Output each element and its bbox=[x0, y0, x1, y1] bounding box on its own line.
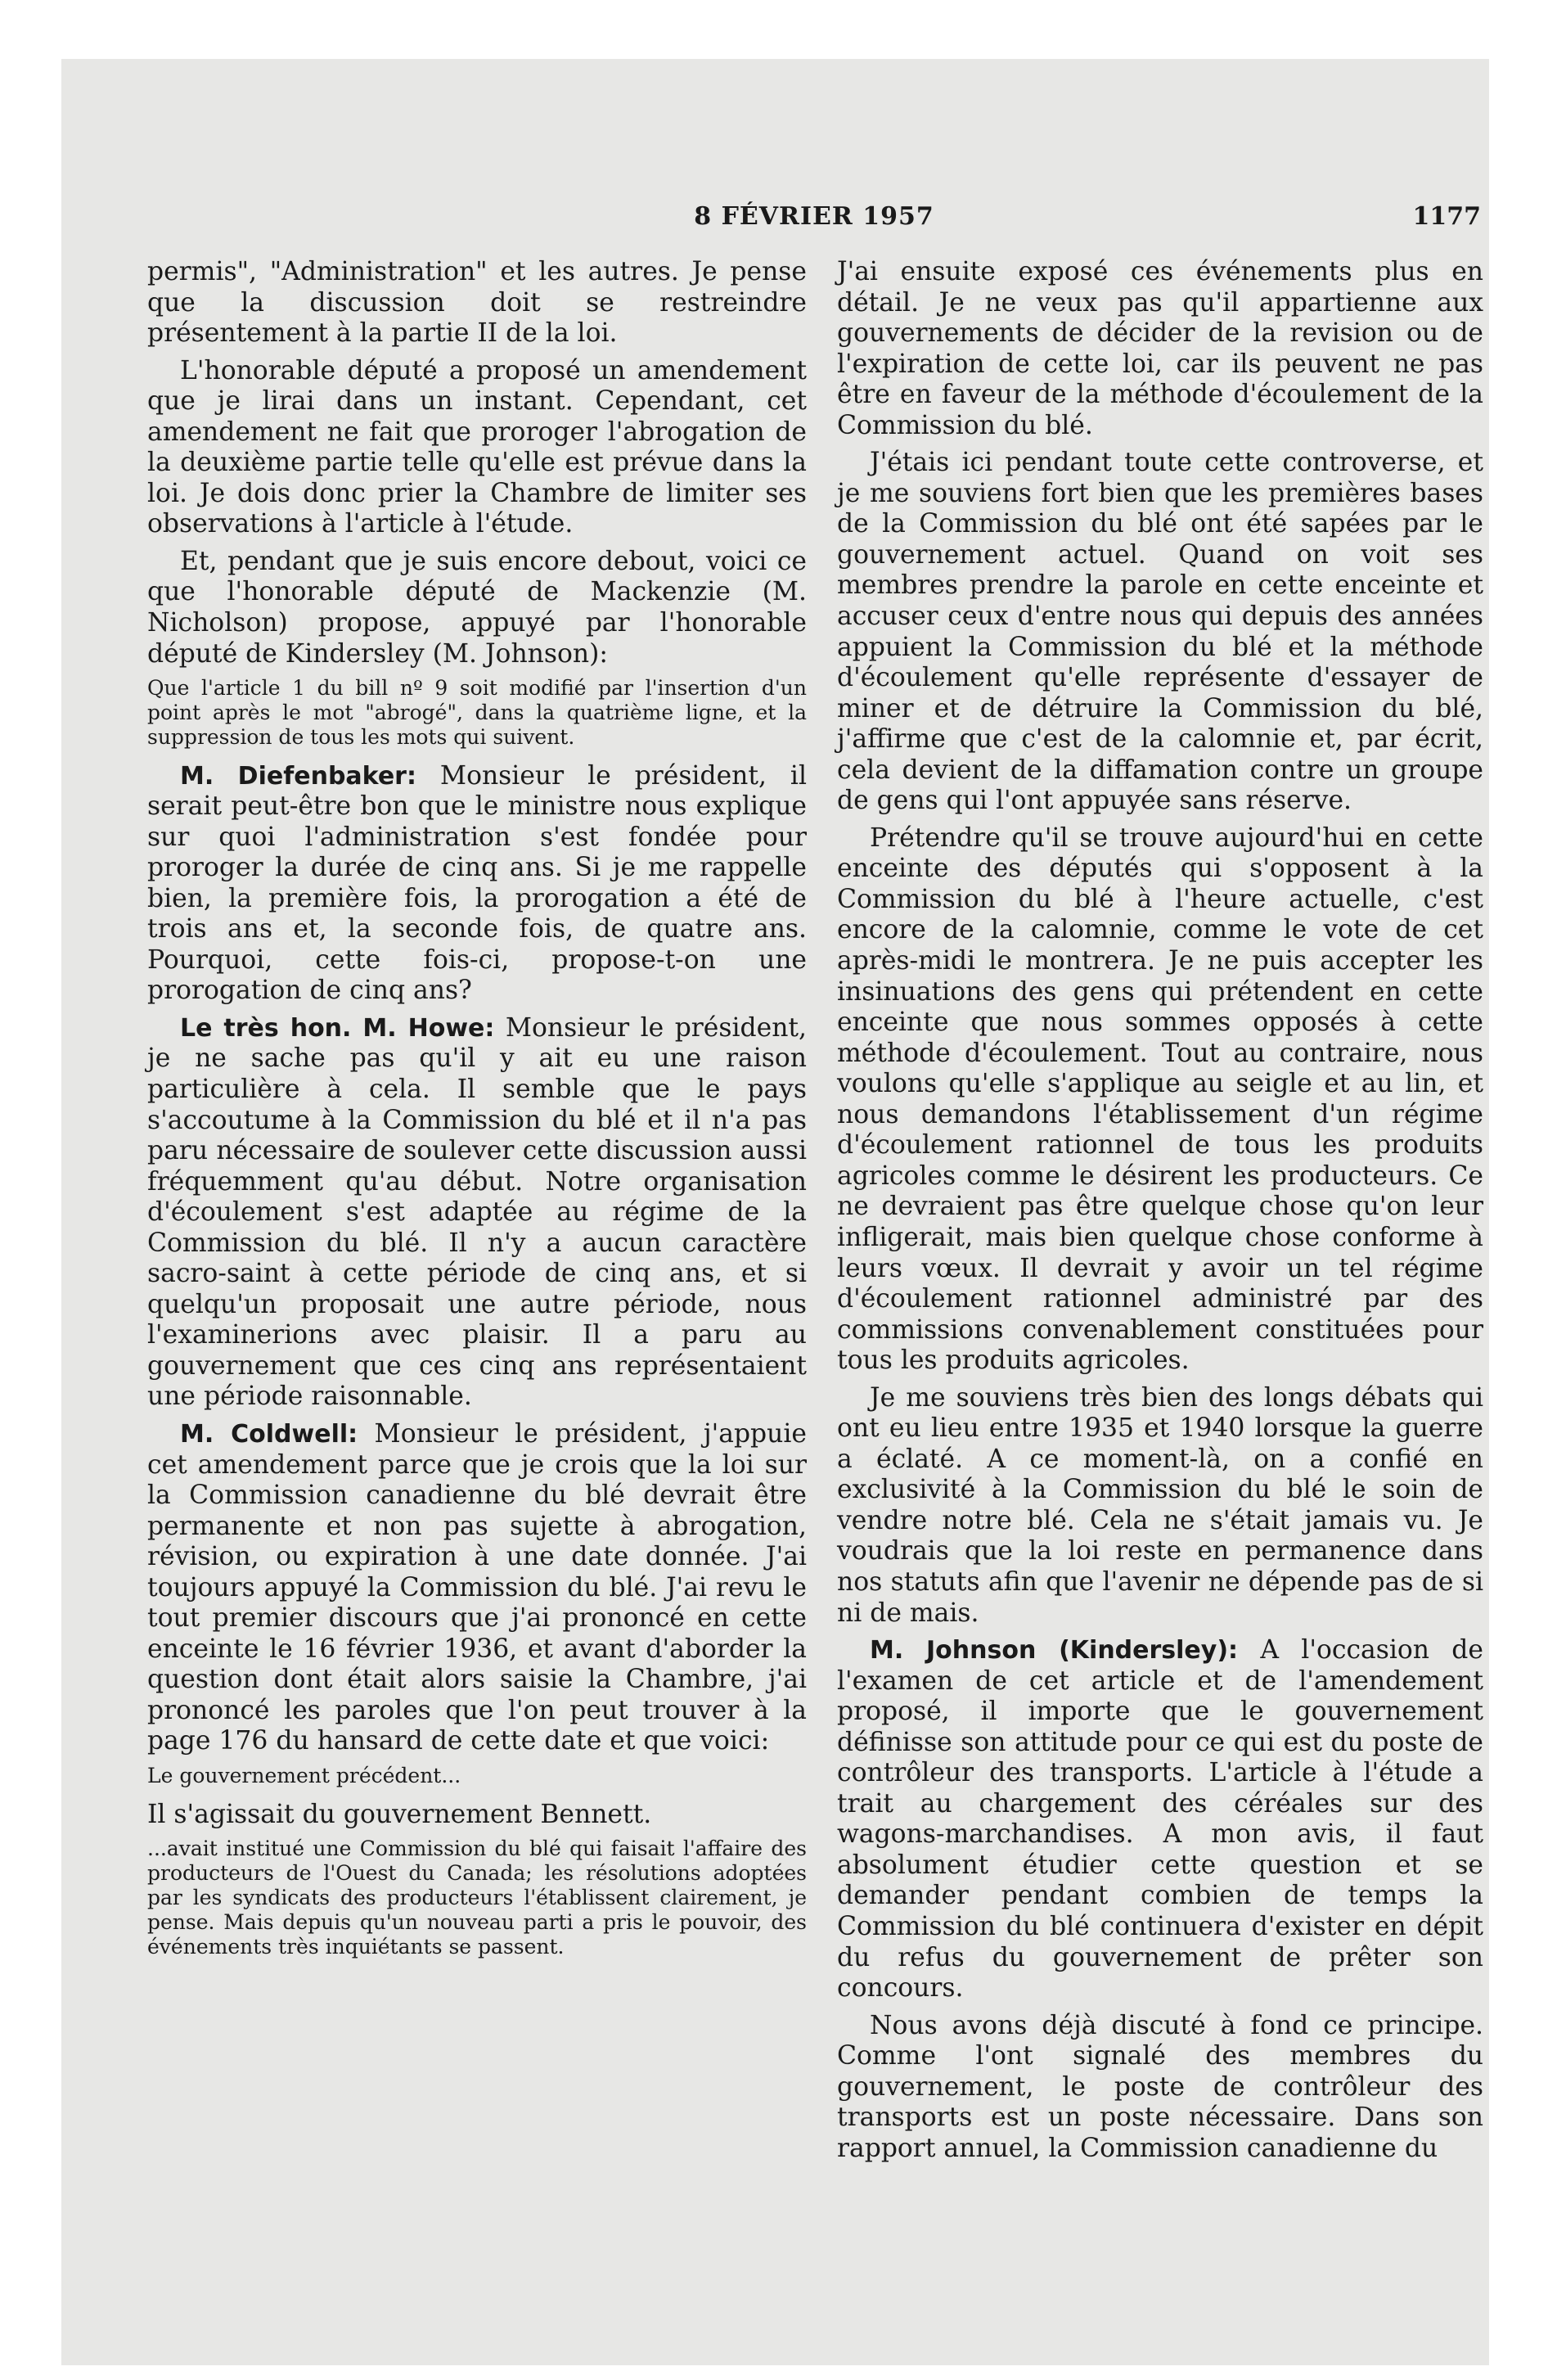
body-paragraph: permis", "Administration" et les autres. Je pense que la discussion doit se restreindre présentement à la partie II de la loi. bbox=[147, 257, 807, 349]
body-paragraph: J'étais ici pendant toute cette controverse, et je me souviens fort bien que les premières bases de la Commission du blé ont été sapées par le gouvernement actuel. Quand on voit ses membres prendre la parole en cette enceinte et accuser ceux d'entre nous qui depuis des années appuient la Commission du blé et la méthode d'écoulement qu'elle représente d'essayer de miner et de détruire la Commission du blé, j'affirme que c'est de la calomnie et, par écrit, cela devient de la diffamation contre un groupe de gens qui l'ont appuyée sans réserve. bbox=[837, 448, 1483, 816]
quoted-passage: Que l'article 1 du bill nº 9 soit modifié par l'insertion d'un point après le mot "abrogé", dans la quatrième ligne, et la suppression de tous les mots qui suivent. bbox=[147, 676, 807, 749]
body-paragraph: Je me souviens très bien des longs débats qui ont eu lieu entre 1935 et 1940 lorsque la guerre a éclaté. A ce moment-là, on a confié en exclusivité à la Commission du blé le soin de vendre notre blé. Cela ne s'était jamais vu. Je voudrais que la loi reste en permanence dans nos statuts afin que l'avenir ne dépende pas de si ni de mais. bbox=[837, 1382, 1483, 1628]
body-paragraph: Prétendre qu'il se trouve aujourd'hui en cette enceinte des députés qui s'opposent à la Commission du blé à l'heure actuelle, c'est encore de la calomnie, comme le vote de cet après-midi le montrera. Je ne puis accepter les insinuations des gens qui prétendent en cette enceinte que nous sommes opposés à cette méthode d'écoulement. Tout au contraire, nous voulons qu'elle s'applique au seigle et au lin, et nous demandons l'établissement d'un régime d'écoulement rationnel de tous les produits agricoles comme le désirent les producteurs. Ce ne devraient pas être quelque chose qu'on leur infligerait, mais bien quelque chose conforme à leurs vœux. Il devrait y avoir un tel régime d'écoulement rationnel administré par des commissions convenablement constituées pour tous les produits agricoles. bbox=[837, 823, 1483, 1376]
page-number: 1177 bbox=[1412, 202, 1481, 231]
speaker-name: M. Johnson (Kindersley): bbox=[870, 1636, 1239, 1666]
speaker-name: M. Diefenbaker: bbox=[180, 761, 416, 791]
right-column bbox=[837, 257, 1483, 2170]
body-paragraph: Il s'agissait du gouvernement Bennett. bbox=[147, 1799, 652, 1829]
speaker-name: Le très hon. M. Howe: bbox=[180, 1013, 495, 1043]
body-paragraph: J'ai ensuite exposé ces événements plus en détail. Je ne veux pas qu'il appartienne aux gouvernements de décider de la revision ou de l'expiration de cette loi, car ils peuvent ne pas être en faveur de la méthode d'écoulement de la Commission du blé. bbox=[837, 257, 1483, 440]
speech-paragraph bbox=[147, 1419, 807, 1757]
header-date: 8 FÉVRIER 1957 bbox=[694, 202, 934, 231]
speech-text: Monsieur le président, il serait peut-être bon que le ministre nous explique sur quoi l'administration s'est fondée pour proroger la durée de cinq ans. Si je me rappelle bien, la première fois, la prorogation a été de trois ans et, la seconde fois, de quatre ans. Pourquoi, cette fois-ci, propose-t-on une prorogation de cinq ans? bbox=[147, 760, 807, 1006]
speech-paragraph bbox=[837, 1635, 1483, 2004]
quoted-passage: Le gouvernement précédent... bbox=[147, 1764, 461, 1787]
speech-text: Monsieur le président, je ne sache pas qu'il y ait eu une raison particulière à cela. Il semble que le pays s'accoutume à la Commission du blé et il n'a pas paru nécessaire de soulever cette discussion aussi fréquemment qu'au début. Notre organisation d'écoulement s'est adaptée au régime de la Commission du blé. Il n'y a aucun caractère sacro-saint à cette période de cinq ans, et si quelqu'un proposait une autre période, nous l'examinerions avec plaisir. Il a paru au gouvernement que ces cinq ans représentaient une période raisonnable. bbox=[147, 1012, 808, 1412]
speech-paragraph bbox=[147, 761, 807, 1007]
page-sheet bbox=[61, 59, 1489, 2365]
speaker-name: M. Coldwell: bbox=[180, 1419, 358, 1449]
page-header bbox=[147, 202, 1481, 238]
speech-paragraph bbox=[147, 1013, 807, 1413]
speech-text: Monsieur le président, j'appuie cet amendement parce que je crois que la loi sur la Commission canadienne du blé devrait être permanente et non pas sujette à abrogation, révision, ou expiration à une date donnée. J'ai toujours appuyé la Commission du blé. J'ai revu le tout premier discours que j'ai prononcé en cette enceinte le 16 février 1936, et avant d'aborder la question dont était alors saisie la Chambre, j'ai prononcé les paroles que l'on peut trouver à la page 176 du hansard de cette date et que voici: bbox=[147, 1418, 807, 1756]
quoted-passage: ...avait institué une Commission du blé qui faisait l'affaire des producteurs de l'Ouest du Canada; les résolutions adoptées par les syndicats des producteurs l'établissent clairement, je pense. Mais depuis qu'un nouveau parti a pris le pouvoir, des événements très inquiétants se passent. bbox=[147, 1837, 807, 1959]
body-paragraph: Nous avons déjà discuté à fond ce principe. Comme l'ont signalé des membres du gouvernement, le poste de contrôleur des transports est un poste nécessaire. Dans son rapport annuel, la Commission canadienne du bbox=[837, 2010, 1483, 2163]
body-paragraph: Et, pendant que je suis encore debout, voici ce que l'honorable député de Mackenzie (M. Nicholson) propose, appuyé par l'honorable député de Kindersley (M. Johnson): bbox=[147, 546, 807, 669]
body-paragraph: L'honorable député a proposé un amendement que je lirai dans un instant. Cependant, cet amendement ne fait que proroger l'abrogation de la deuxième partie telle qu'elle est prévue dans la loi. Je dois donc prier la Chambre de limiter ses observations à l'article à l'étude. bbox=[147, 355, 807, 539]
left-column bbox=[147, 257, 807, 1970]
speech-text: A l'occasion de l'examen de cet article et de l'amendement proposé, il importe que le gouvernement définisse son attitude pour ce qui est du poste de contrôleur des transports. L'article à l'étude a trait au chargement des céréales sur des wagons-marchandises. A mon avis, il faut absolument étudier cette question et se demander pendant combien de temps la Commission du blé continuera d'exister en dépit du refus du gouvernement de prêter son concours. bbox=[837, 1635, 1483, 2004]
